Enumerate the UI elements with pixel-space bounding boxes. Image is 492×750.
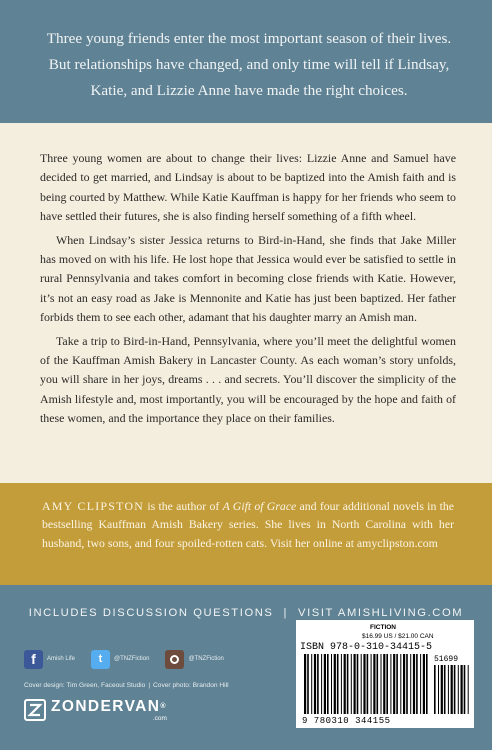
barcode-digits: 9 780310 344155: [302, 716, 391, 726]
description-panel: [0, 123, 492, 483]
description: [40, 149, 456, 429]
twitter-icon: t: [91, 650, 110, 669]
publisher-logo: [24, 697, 167, 723]
social-label: @TNZFiction: [188, 656, 224, 662]
barcode-box: [296, 620, 474, 728]
publisher-name: ZONDERVAN: [51, 697, 161, 715]
publisher-mark-icon: [24, 699, 46, 721]
social-item-twitter[interactable]: [91, 650, 149, 669]
bio-text: and four additional novels in the bestselling Kauffman Amish Bakery series. She lives in North Carolina with her husband, two sons, and four spoiled-rotten cats. Visit her online at amyclipston.com: [42, 499, 454, 550]
cover-design-credit: Cover design: Tim Green, Faceout Studio: [24, 682, 146, 689]
description-paragraph: Take a trip to Bird-in-Hand, Pennsylvania, where you’ll meet the delightful women of the Kauffman Amish Bakery in Lancaster County. As each woman’s story unfolds, you will share in her joys, dreams . . . and secrets. You’ll discover the simplicity of the Amish lifestyle and, most importantly, you will be encouraged by the hope and faith of these women, and the importance they place on their families.: [40, 333, 456, 426]
isbn-label: ISBN 978-0-310-34415-5: [300, 642, 433, 653]
author-bio: [42, 497, 454, 552]
tagline-panel: [0, 0, 492, 123]
discussion-questions-note: INCLUDES DISCUSSION QUESTIONS: [28, 607, 274, 619]
cover-photo-credit: Cover photo: Brandon Hill: [153, 682, 229, 689]
social-links: [24, 647, 240, 671]
cover-credits: [24, 682, 229, 689]
social-label: Amish Life: [47, 656, 76, 662]
price-label: $16.99 US / $21.00 CAN: [362, 633, 434, 640]
description-paragraph: When Lindsay’s sister Jessica returns to Bird-in-Hand, she finds that Jake Miller has moved on with his life. He lost hope that Jessica would ever be satisfied to settle in rural Pennsylvania and takes comfort in becoming close friends with Katie. However, it’s not an easy road as Jake is Mennonite and Katie has just been baptized. Her father forbids them to see each other, adamant that his daughter marry an Amish man.: [40, 232, 456, 325]
bio-text: is the author of: [144, 499, 223, 513]
description-paragraph: Three young women are about to change their lives: Lizzie Anne and Samuel have decided to get married, and Lindsay is about to be baptized into the Amish faith and is being courted by Matthew. While Katie Kauffman is happy for her friends who seem to have settled their futures, she is also finding herself something of a fifth wheel.: [40, 151, 456, 224]
category-label: FICTION: [370, 624, 396, 631]
author-name: AMY CLIPSTON: [42, 499, 145, 513]
website-link[interactable]: VISIT AMISHLIVING.COM: [298, 607, 464, 619]
author-bio-panel: [0, 483, 492, 585]
publisher-domain: .com: [152, 714, 167, 722]
barcode-icon: [296, 620, 474, 728]
tagline: Three young friends enter the most important season of their lives. But relationships have changed, and only time will tell if Lindsay, Katie, and Lizzie Anne have made the right choices.: [46, 30, 452, 99]
instagram-icon: [165, 650, 184, 669]
social-item-facebook[interactable]: [24, 650, 75, 669]
social-label: @TNZFiction: [114, 656, 150, 662]
registered-mark: ®: [160, 702, 167, 710]
credits-separator: |: [148, 682, 151, 689]
book-title: A Gift of Grace: [222, 499, 297, 513]
price-addon-code: 51699: [434, 655, 459, 664]
promo-separator: |: [283, 607, 289, 619]
social-item-instagram[interactable]: [165, 650, 223, 669]
facebook-icon: f: [24, 650, 43, 669]
promo-line: [0, 607, 492, 619]
